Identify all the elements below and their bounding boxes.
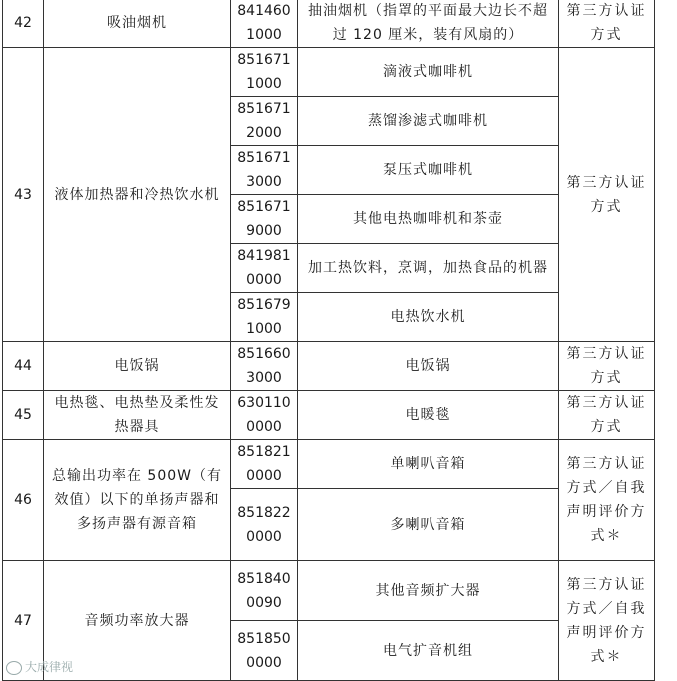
- product-name: 电饭锅: [44, 342, 231, 391]
- row-number: 43: [3, 48, 44, 342]
- table-row: [3, 0, 655, 48]
- product-description: 泵压式咖啡机: [298, 146, 559, 195]
- certification-method: 第三方认证方式: [559, 0, 655, 48]
- watermark-logo-icon: [6, 661, 22, 675]
- product-description: 其他电热咖啡机和茶壶: [298, 195, 559, 244]
- product-name: 吸油烟机: [44, 0, 231, 48]
- product-description: 其他音频扩大器: [298, 561, 559, 621]
- product-description: 电暖毯: [298, 391, 559, 440]
- row-number: 47: [3, 561, 44, 681]
- product-description: 多喇叭音箱: [298, 489, 559, 561]
- product-description: 电热饮水机: [298, 293, 559, 342]
- table-row: [3, 561, 655, 621]
- hs-code: 851671 9000: [231, 195, 298, 244]
- hs-code: 841981 0000: [231, 244, 298, 293]
- hs-code: 851671 2000: [231, 97, 298, 146]
- row-number: 45: [3, 391, 44, 440]
- certification-table: [2, 0, 655, 681]
- product-description: 滴液式咖啡机: [298, 48, 559, 97]
- certification-method: 第三方认证方式: [559, 48, 655, 342]
- table-row: [3, 342, 655, 391]
- hs-code: 851660 3000: [231, 342, 298, 391]
- certification-method: 第三方认证方式／自我声明评价方式＊: [559, 440, 655, 561]
- row-number: 46: [3, 440, 44, 561]
- product-name: 电热毯、电热垫及柔性发热器具: [44, 391, 231, 440]
- hs-code: 630110 0000: [231, 391, 298, 440]
- table-row: [3, 391, 655, 440]
- table-row: [3, 48, 655, 97]
- hs-code: 851671 3000: [231, 146, 298, 195]
- product-description: 电气扩音机组: [298, 621, 559, 681]
- product-name: 液体加热器和冷热饮水机: [44, 48, 231, 342]
- product-name: 音频功率放大器: [44, 561, 231, 681]
- product-name: 总输出功率在 500W（有效值）以下的单扬声器和多扬声器有源音箱: [44, 440, 231, 561]
- watermark: [6, 658, 73, 675]
- product-description: 加工热饮料，烹调，加热食品的机器: [298, 244, 559, 293]
- product-description: 电饭锅: [298, 342, 559, 391]
- watermark-text: 大成律视: [25, 660, 74, 674]
- product-description: 蒸馏渗滤式咖啡机: [298, 97, 559, 146]
- product-description: 抽油烟机（指罩的平面最大边长不超过 120 厘米，装有风扇的）: [298, 0, 559, 48]
- hs-code: 851850 0000: [231, 621, 298, 681]
- hs-code: 851822 0000: [231, 489, 298, 561]
- certification-method: 第三方认证方式／自我声明评价方式＊: [559, 561, 655, 681]
- hs-code: 851679 1000: [231, 293, 298, 342]
- row-number: 44: [3, 342, 44, 391]
- table-row: [3, 440, 655, 489]
- hs-code: 841460 1000: [231, 0, 298, 48]
- hs-code: 851821 0000: [231, 440, 298, 489]
- hs-code: 851671 1000: [231, 48, 298, 97]
- certification-method: 第三方认证方式: [559, 342, 655, 391]
- row-number: 42: [3, 0, 44, 48]
- certification-method: 第三方认证方式: [559, 391, 655, 440]
- hs-code: 851840 0090: [231, 561, 298, 621]
- product-description: 单喇叭音箱: [298, 440, 559, 489]
